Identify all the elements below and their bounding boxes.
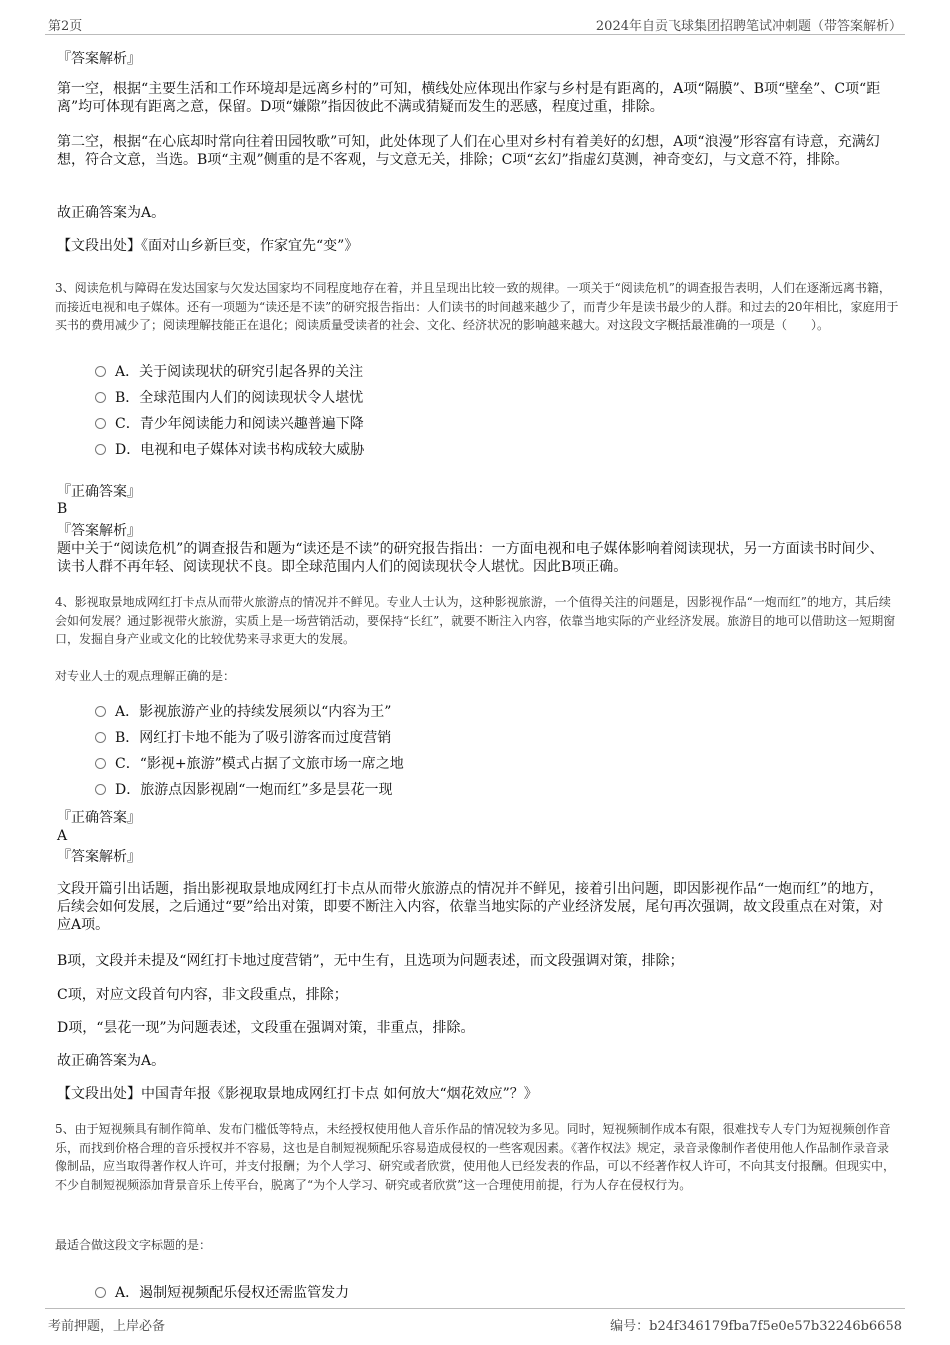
q4-stem: 4、影视取景地成网红打卡点从而带火旅游点的情况并不鲜见。专业人士认为，这种影视旅游，一个值得关注的问题是，因影视作品“一炮而红”的地方，其后续会如何发展？通过影视带火旅游，实质上是一场营销活动，要保持“长红”，就要不断注入内容，依靠当地实际的产业经济发展。旅游目的地可以借助这一短期窗口，发掘自身产业或文化的比较优势来寻求更大的发展。 [55,595,896,646]
q3-option-a[interactable]: A．关于阅读现状的研究引起各界的关注 [95,363,363,381]
document-id: 编号：b24f346179fba7f5e0e57b32246b6658 [610,1319,902,1334]
radio-icon[interactable] [95,758,106,769]
q2-analysis-label: 『答案解析』 [57,51,141,67]
page-number: 第2页 [48,19,83,34]
footer-slogan: 考前押题，上岸必备 [48,1319,166,1334]
q3-option-b[interactable]: B．全球范围内人们的阅读现状令人堪忧 [95,389,363,407]
q4-conclusion: 故正确答案为A。 [57,1053,166,1069]
q3-answer: B [57,501,68,517]
q4-option-c[interactable]: C．“影视+旅游”模式占据了文旅市场一席之地 [95,755,404,773]
radio-icon[interactable] [95,418,106,429]
q4-option-a[interactable]: A．影视旅游产业的持续发展须以“内容为王” [95,703,391,721]
q3-answer-label: 『正确答案』 [57,484,141,500]
radio-icon[interactable] [95,732,106,743]
q2-conclusion: 故正确答案为A。 [57,205,166,221]
radio-icon[interactable] [95,1287,106,1298]
q5-stem: 5、由于短视频具有制作简单、发布门槛低等特点，未经授权使用他人音乐作品的情况较为多见。同时，短视频制作成本有限，很难找专人专门为短视频创作音乐，而找到价格合理的音乐授权并不容易，这也是自制短视频配乐容易造成侵权的一些客观因素。《著作权法》规定，录音录像制作者使用他人作品制作录音录像制品，应当取得著作权人许可，并支付报酬；为个人学习、研究或者欣赏，使用他人已经发表的作品，可以不经著作权人许可，不向其支付报酬。但现实中，不少自制短视频添加背景音乐上传平台，脱离了“为个人学习、研究或者欣赏”这一合理使用前提，行为人存在侵权行为。 [55,1122,896,1192]
radio-icon[interactable] [95,392,106,403]
q5-question: 最适合做这段文字标题的是： [55,1238,212,1252]
q3-option-d[interactable]: D．电视和电子媒体对读书构成较大威胁 [95,441,364,459]
q2-analysis-para2: 第二空，根据“在心底却时常向往着田园牧歌”可知，此处体现了人们在心里对乡村有着美好的幻想，A项“浪漫”形容富有诗意，充满幻想，符合文意，当选。B项“主观”侧重的是不客观，与文意无关，排除；C项“玄幻”指虚幻莫测，神奇变幻，与文意不符，排除。 [57,134,880,168]
q5-option-a[interactable]: A．遏制短视频配乐侵权还需监管发力 [95,1284,349,1302]
q4-option-d[interactable]: D．旅游点因影视剧“一炮而红”多是昙花一现 [95,781,393,799]
q3-option-c[interactable]: C．青少年阅读能力和阅读兴趣普遍下降 [95,415,364,433]
q4-analysis-para4: D项，“昙花一现”为问题表述，文段重在强调对策，非重点，排除。 [57,1020,475,1036]
document-title: 2024年自贡飞球集团招聘笔试冲刺题（带答案解析） [595,19,902,34]
q3-analysis-label: 『答案解析』 [57,523,141,539]
q4-analysis-para1: 文段开篇引出话题，指出影视取景地成网红打卡点从而带火旅游点的情况并不鲜见，接着引出问题，即因影视作品“一炮而红”的地方，后续会如何发展，之后通过“要”给出对策，即要不断注入内容，依靠当地实际的产业经济发展，尾句再次强调，故文段重点在对策，对应A项。 [57,881,884,933]
q4-option-b[interactable]: B．网红打卡地不能为了吸引游客而过度营销 [95,729,391,747]
q2-source: 【文段出处】《面对山乡新巨变，作家宜先“变”》 [57,238,359,254]
q3-analysis: 题中关于“阅读危机”的调查报告和题为“读还是不读”的研究报告指出：一方面电视和电子媒体影响着阅读现状，另一方面读书时间少、读书人群不再年轻、阅读现状不良。即全球范围内人们的阅读现状令人堪忧。因此B项正确。 [57,541,884,575]
q4-answer-label: 『正确答案』 [57,810,141,826]
radio-icon[interactable] [95,706,106,717]
q4-analysis-label: 『答案解析』 [57,849,141,865]
q3-stem: 3、阅读危机与障碍在发达国家与欠发达国家均不同程度地存在着，并且呈现出比较一致的规律。一项关于“阅读危机”的调查报告表明，人们在逐渐远离书籍，而接近电视和电子媒体。还有一项题为“读还是不读”的研究报告指出：人们读书的时间越来越少了，而青少年是读书最少的人群。和过去的20年相比，家庭用于买书的费用减少了；阅读理解技能正在退化；阅读质量受读者的社会、文化、经济状况的影响越来越大。对这段文字概括最准确的一项是（ ）。 [55,281,899,332]
radio-icon[interactable] [95,366,106,377]
page-header [45,14,905,35]
q4-answer: A [57,828,68,844]
radio-icon[interactable] [95,784,106,795]
q2-analysis-para1: 第一空，根据“主要生活和工作环境却是远离乡村的”可知，横线处应体现出作家与乡村是有距离的，A项“隔膜”、B项“壁垒”、C项“距离”均可体现有距离之意，保留。D项“嫌隙”指因彼此不满或猜疑而发生的恶感，程度过重，排除。 [57,81,881,115]
q4-analysis-para2: B项，文段并未提及“网红打卡地过度营销”，无中生有，且选项为问题表述，而文段强调对策，排除； [57,953,684,969]
q4-analysis-para3: C项，对应文段首句内容，非文段重点，排除； [57,987,348,1003]
q4-question: 对专业人士的观点理解正确的是： [55,669,236,683]
page-footer [45,1308,905,1333]
radio-icon[interactable] [95,444,106,455]
q4-source: 【文段出处】中国青年报《影视取景地成网红打卡点 如何放大“烟花效应”？》 [57,1086,538,1102]
